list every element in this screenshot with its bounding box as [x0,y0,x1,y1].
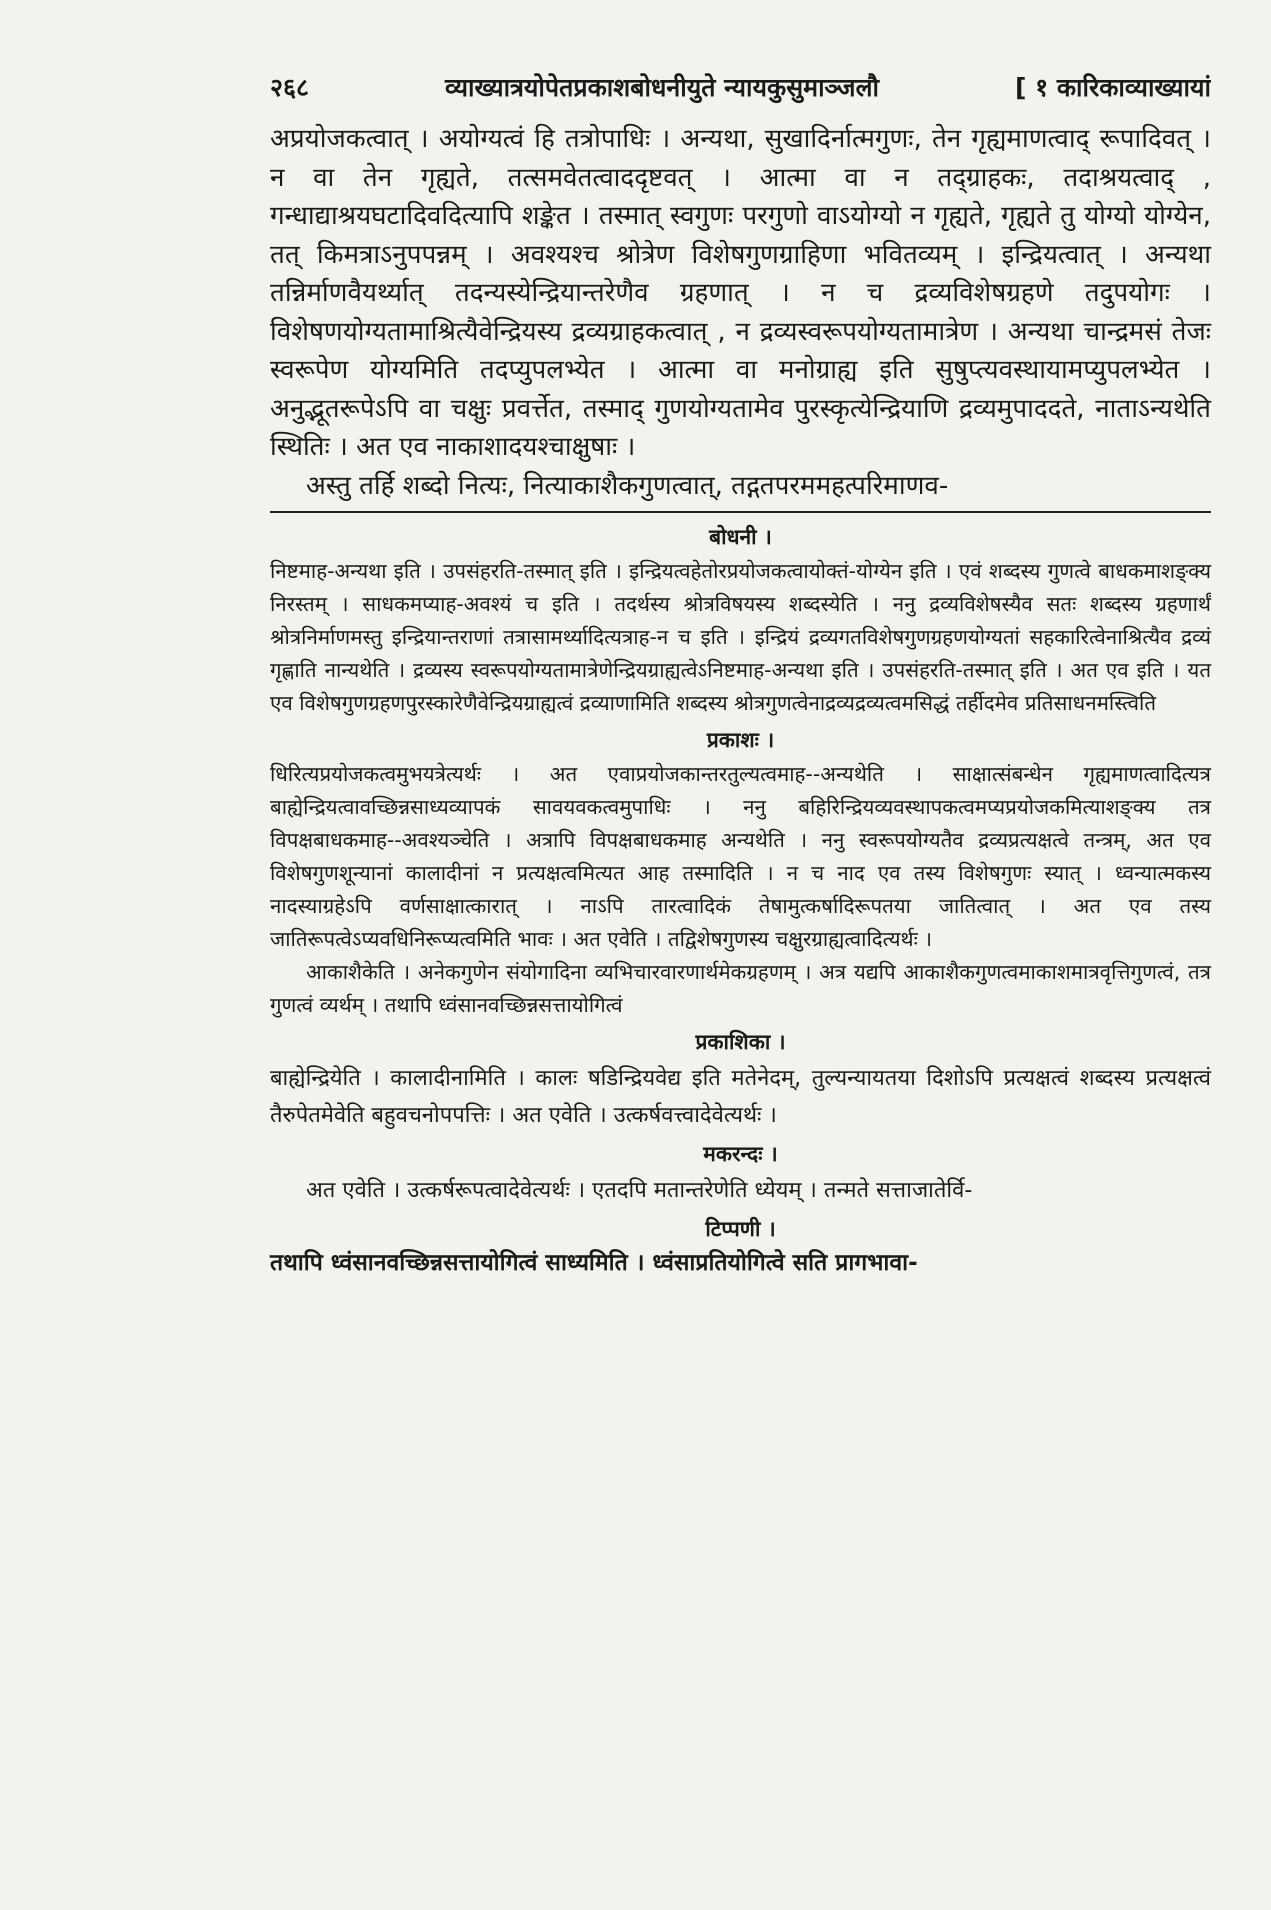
main-text [270,120,1211,505]
commentary-makaranda [270,1140,1211,1209]
commentary-tippani [270,1215,1211,1280]
section-title: प्रकाशः । [706,728,775,752]
commentary-text: तथापि ध्वंसानवच्छिन्नसत्तायोगित्वं साध्यमिति । ध्वंसाप्रतियोगित्वे सति प्रागभावा- [270,1250,918,1276]
section-title: प्रकाशिका । [695,1030,786,1054]
commentary-prakasha [270,726,1211,1022]
commentary-text: निष्टमाह-अन्यथा इति । उपसंहरति-तस्मात् इति । इन्द्रियत्वहेतोरप्रयोजकत्वायोक्तं-योग्येन इति । एवं शब्दस्य गुणत्वे बाधकमाशङ्क्य निरस्तम् । साधकमप्याह-अवश्यं च इति । तदर्थस्य श्रोत्रविषयस्य शब्दस्येति । ननु द्रव्यविशेषस्यैव सतः शब्दस्य ग्रहणार्थं श्रोत्रनिर्माणमस्तु इन्द्रियान्तराणां तत्रासामर्थ्यादित्यत्राह-न च इति । इन्द्रियं द्रव्यगतविशेषगुणग्रहणयोग्यतां सहकारित्वेनाश्रित्यैव द्रव्यं गृह्णाति नान्यथेति । द्रव्यस्य स्वरूपयोग्यतामात्रेणेन्द्रियग्राह्यत्वेऽनिष्टमाह-अन्यथा इति । उपसंहरति-तस्मात् इति । अत एव इति । यत एव विशेषगुणग्रहणपुरस्कारेणैवेन्द्रियग्राह्यत्वं द्रव्याणामिति शब्दस्य श्रोत्रगुणत्वेनाद्रव्यद्रव्यत्वमसिद्धं तर्हीदमेव प्रतिसाधनमस्त्विति [270,559,1211,715]
commentary-text: आकाशैकेति । अनेकगुणेन संयोगादिना व्यभिचारवारणार्थमेकग्रहणम् । अत्र यद्यपि आकाशैकगुणत्वमाकाशमात्रवृत्तिगुणत्वं, तत्र गुणत्वं व्यर्थम् । तथापि ध्वंसानवच्छिन्नसत्तायोगित्वं [270,960,1211,1017]
page-number: २६८ [270,73,310,102]
main-paragraph: अस्तु तर्हि शब्दो नित्यः, नित्याकाशैकगुणत्वात्, तद्गतपरममहत्परिमाणव- [306,470,949,501]
commentary-bodhani [270,523,1211,720]
section-label: [ १ कारिकाव्याख्यायां [1015,73,1211,102]
commentary-prakashika [270,1028,1211,1134]
divider [270,511,1211,513]
page-header [270,70,1211,104]
commentary-text: धिरित्यप्रयोजकत्वमुभयत्रेत्यर्थः । अत एवाप्रयोजकान्तरतुल्यत्वमाह--अन्यथेति । साक्षात्संबन्धेन गृह्यमाणत्वादित्यत्र बाह्येन्द्रियत्वावच्छिन्नसाध्यव्यापकं सावयवकत्वमुपाधिः । ननु बहिरिन्द्रियव्यवस्थापकत्वमप्यप्रयोजकमित्याशङ्क्य तत्र विपक्षबाधकमाह--अवश्यञ्चेति । अत्रापि विपक्षबाधकमाह अन्यथेति । ननु स्वरूपयोग्यतैव द्रव्यप्रत्यक्षत्वे तन्त्रम्, अत एव विशेषगुणशून्यानां कालादीनां न प्रत्यक्षत्वमित्यत आह तस्मादिति । न च नाद एव तस्य विशेषगुणः स्यात् । ध्वन्यात्मकस्य नादस्याग्रहेऽपि वर्णसाक्षात्कारात् । नाऽपि तारत्वादिकं तेषामुत्कर्षादिरूपतया जातित्वात् । अत एव तस्य जातिरूपत्वेऽप्यवधिनिरूप्यत्वमिति भावः । अत एवेति । तद्विशेषगुणस्य चक्षुरग्राह्यत्वादित्यर्थः । [270,762,1211,951]
section-title: टिप्पणी । [705,1217,776,1241]
commentary-text: अत एवेति । उत्कर्षरूपत्वादेवेत्यर्थः । एतदपि मतान्तरेणेति ध्येयम् । तन्मते सत्ताजातेर्वि- [306,1178,973,1203]
commentary-text: बाह्येन्द्रियेति । कालादीनामिति । कालः षडिन्द्रियवेद्य इति मतेनेदम्, तुल्यन्यायतया दिशोऽपि प्रत्यक्षत्वं शब्दस्य प्रत्यक्षत्वं तैरुपेतमेवेति बहुवचनोपपत्तिः । अत एवेति । उत्कर्षवत्त्वादेवेत्यर्थः । [270,1066,1211,1128]
main-paragraph: अप्रयोजकत्वात् । अयोग्यत्वं हि तत्रोपाधिः । अन्यथा, सुखादिर्नात्मगुणः, तेन गृह्यमाणत्वाद् रूपादिवत् । न वा तेन गृह्यते, तत्समवेतत्वाददृष्टवत् । आत्मा वा न तद्ग्राहकः, तदाश्रयत्वाद् , गन्धाद्याश्रयघटादिवदित्यापि शङ्केत । तस्मात् स्वगुणः परगुणो वाऽयोग्यो न गृह्यते, गृह्यते तु योग्यो योग्येन, तत् किमत्राऽनुपपन्नम् । अवश्यश्च श्रोत्रेण विशेषगुणग्राहिणा भवितव्यम् । इन्द्रियत्वात् । अन्यथा तन्निर्माणवैयर्थ्यात् तदन्यस्येन्द्रियान्तरेणैव ग्रहणात् । न च द्रव्यविशेषग्रहणे तदुपयोगः । विशेषणयोग्यतामाश्रित्यैवेन्द्रियस्य द्रव्यग्राहकत्वात् , न द्रव्यस्वरूपयोग्यतामात्रेण । अन्यथा चान्द्रमसं तेजः स्वरूपेण योग्यमिति तदप्युपलभ्येत । आत्मा वा मनोग्राह्य इति सुषुप्त्यवस्थायामप्युपलभ्येत । अनुद्भूतरूपेऽपि वा चक्षुः प्रवर्त्तेत, तस्माद् गुणयोग्यतामेव पुरस्कृत्येन्द्रियाणि द्रव्यमुपाददते, नाताऽन्यथेति स्थितिः । अत एव नाकाशादयश्चाक्षुषाः । [270,124,1211,462]
running-title: व्याख्यात्रयोपेतप्रकाशबोधनीयुते न्यायकुसुमाञ्जलौ [445,73,880,102]
section-title: मकरन्दः । [703,1142,778,1166]
section-title: बोधनी । [709,525,772,549]
